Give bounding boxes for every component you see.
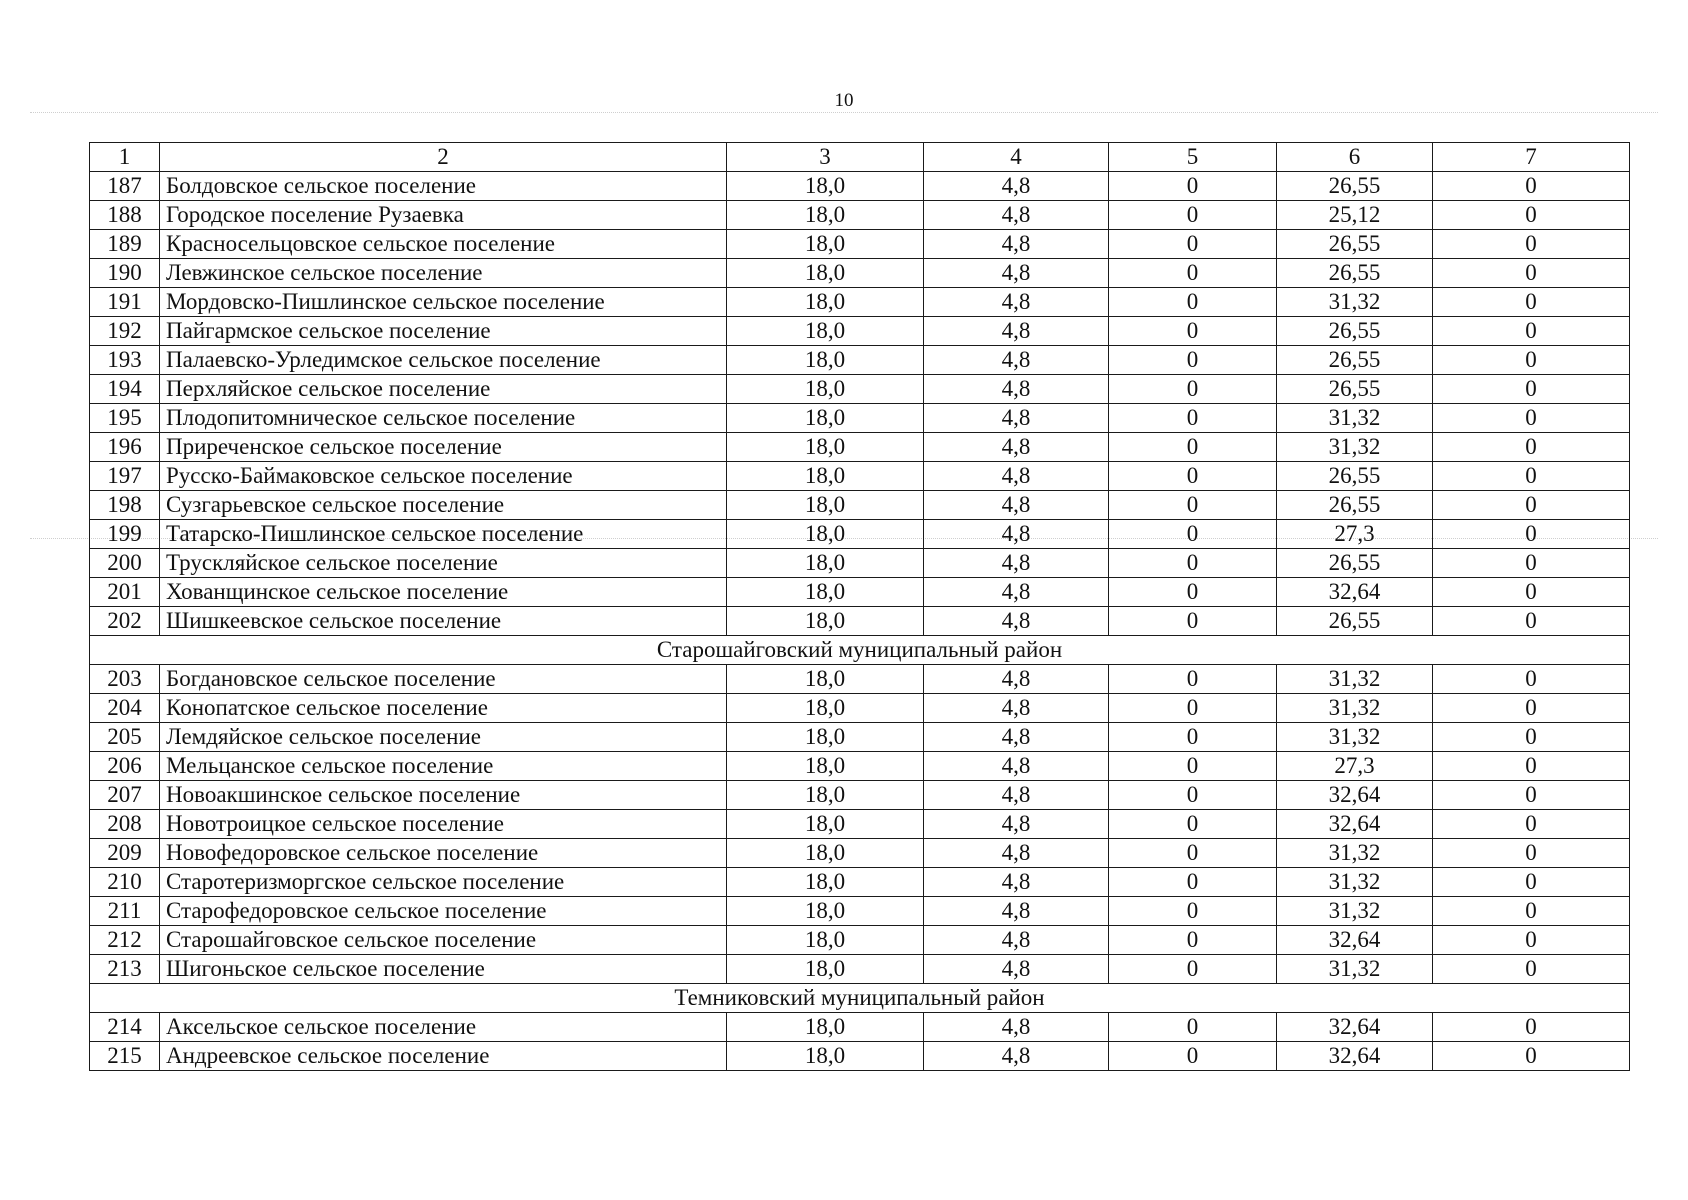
column-5-cell: 0 xyxy=(1109,288,1277,317)
row-number-cell: 193 xyxy=(90,346,160,375)
column-3-cell: 18,0 xyxy=(727,868,924,897)
row-number-cell: 204 xyxy=(90,694,160,723)
row-number-cell: 215 xyxy=(90,1042,160,1071)
column-6-cell: 31,32 xyxy=(1277,723,1433,752)
column-6-cell: 31,32 xyxy=(1277,955,1433,984)
settlement-name-cell: Андреевское сельское поселение xyxy=(160,1042,727,1071)
column-4-cell: 4,8 xyxy=(924,491,1109,520)
column-4-cell: 4,8 xyxy=(924,201,1109,230)
settlement-name-cell: Трускляйское сельское поселение xyxy=(160,549,727,578)
column-4-cell: 4,8 xyxy=(924,520,1109,549)
scan-artifact-line-top xyxy=(30,112,1658,113)
table-row xyxy=(90,259,1630,288)
column-7-cell: 0 xyxy=(1433,201,1630,230)
table-row xyxy=(90,346,1630,375)
column-6-cell: 26,55 xyxy=(1277,230,1433,259)
row-number-cell: 196 xyxy=(90,433,160,462)
column-3-cell: 18,0 xyxy=(727,897,924,926)
column-7-cell: 0 xyxy=(1433,607,1630,636)
table-row xyxy=(90,288,1630,317)
settlement-name-cell: Хованщинское сельское поселение xyxy=(160,578,727,607)
column-5-cell: 0 xyxy=(1109,259,1277,288)
column-4-cell: 4,8 xyxy=(924,665,1109,694)
column-6-cell: 31,32 xyxy=(1277,404,1433,433)
column-4-cell: 4,8 xyxy=(924,375,1109,404)
table-row xyxy=(90,317,1630,346)
settlement-name-cell: Пайгармское сельское поселение xyxy=(160,317,727,346)
column-7-cell: 0 xyxy=(1433,955,1630,984)
column-5-cell: 0 xyxy=(1109,375,1277,404)
column-7-cell: 0 xyxy=(1433,1013,1630,1042)
column-5-cell: 0 xyxy=(1109,201,1277,230)
settlement-name-cell: Приреченское сельское поселение xyxy=(160,433,727,462)
column-7-cell: 0 xyxy=(1433,259,1630,288)
column-6-cell: 32,64 xyxy=(1277,578,1433,607)
column-7-cell: 0 xyxy=(1433,346,1630,375)
column-6-cell: 31,32 xyxy=(1277,694,1433,723)
column-4-cell: 4,8 xyxy=(924,868,1109,897)
column-5-cell: 0 xyxy=(1109,491,1277,520)
column-5-cell: 0 xyxy=(1109,694,1277,723)
row-number-cell: 194 xyxy=(90,375,160,404)
row-number-cell: 212 xyxy=(90,926,160,955)
settlement-name-cell: Новотроицкое сельское поселение xyxy=(160,810,727,839)
column-5-cell: 0 xyxy=(1109,723,1277,752)
column-3-cell: 18,0 xyxy=(727,520,924,549)
column-5-cell: 0 xyxy=(1109,578,1277,607)
column-6-cell: 32,64 xyxy=(1277,1042,1433,1071)
column-7-cell: 0 xyxy=(1433,317,1630,346)
row-number-cell: 203 xyxy=(90,665,160,694)
column-5-cell: 0 xyxy=(1109,230,1277,259)
column-7-cell: 0 xyxy=(1433,375,1630,404)
column-5-cell: 0 xyxy=(1109,897,1277,926)
column-3-cell: 18,0 xyxy=(727,346,924,375)
column-6-cell: 32,64 xyxy=(1277,781,1433,810)
column-4-cell: 4,8 xyxy=(924,578,1109,607)
column-7-cell: 0 xyxy=(1433,752,1630,781)
column-5-cell: 0 xyxy=(1109,607,1277,636)
column-3-cell: 18,0 xyxy=(727,578,924,607)
settlement-name-cell: Плодопитомническое сельское поселение xyxy=(160,404,727,433)
column-3-cell: 18,0 xyxy=(727,375,924,404)
row-number-cell: 195 xyxy=(90,404,160,433)
settlement-name-cell: Перхляйское сельское поселение xyxy=(160,375,727,404)
column-4-cell: 4,8 xyxy=(924,1013,1109,1042)
section-header-row xyxy=(90,984,1630,1013)
row-number-cell: 213 xyxy=(90,955,160,984)
column-5-cell: 0 xyxy=(1109,549,1277,578)
column-3-cell: 18,0 xyxy=(727,723,924,752)
settlement-name-cell: Новоакшинское сельское поселение xyxy=(160,781,727,810)
column-7-cell: 0 xyxy=(1433,549,1630,578)
column-5-cell: 0 xyxy=(1109,955,1277,984)
row-number-cell: 209 xyxy=(90,839,160,868)
settlement-name-cell: Старофедоровское сельское поселение xyxy=(160,897,727,926)
settlement-name-cell: Левжинское сельское поселение xyxy=(160,259,727,288)
column-5-cell: 0 xyxy=(1109,520,1277,549)
settlement-name-cell: Сузгарьевское сельское поселение xyxy=(160,491,727,520)
column-7-cell: 0 xyxy=(1433,868,1630,897)
settlement-name-cell: Старотеризморгское сельское поселение xyxy=(160,868,727,897)
table-row xyxy=(90,694,1630,723)
settlement-name-cell: Болдовское сельское поселение xyxy=(160,172,727,201)
table-row xyxy=(90,1042,1630,1071)
column-7-cell: 0 xyxy=(1433,839,1630,868)
row-number-cell: 206 xyxy=(90,752,160,781)
column-7-cell: 0 xyxy=(1433,926,1630,955)
column-4-cell: 4,8 xyxy=(924,230,1109,259)
column-5-cell: 0 xyxy=(1109,868,1277,897)
settlement-name-cell: Мордовско-Пишлинское сельское поселение xyxy=(160,288,727,317)
column-3-cell: 18,0 xyxy=(727,230,924,259)
column-6-cell: 26,55 xyxy=(1277,462,1433,491)
table-row xyxy=(90,375,1630,404)
header-cell-1: 1 xyxy=(90,143,160,172)
settlement-name-cell: Красносельцовское сельское поселение xyxy=(160,230,727,259)
column-6-cell: 25,12 xyxy=(1277,201,1433,230)
column-7-cell: 0 xyxy=(1433,230,1630,259)
column-4-cell: 4,8 xyxy=(924,781,1109,810)
column-6-cell: 32,64 xyxy=(1277,810,1433,839)
column-3-cell: 18,0 xyxy=(727,694,924,723)
row-number-cell: 189 xyxy=(90,230,160,259)
settlement-name-cell: Городское поселение Рузаевка xyxy=(160,201,727,230)
column-3-cell: 18,0 xyxy=(727,317,924,346)
column-4-cell: 4,8 xyxy=(924,723,1109,752)
row-number-cell: 207 xyxy=(90,781,160,810)
table-row xyxy=(90,462,1630,491)
section-title: Темниковский муниципальный район xyxy=(90,984,1630,1013)
column-7-cell: 0 xyxy=(1433,462,1630,491)
column-6-cell: 26,55 xyxy=(1277,607,1433,636)
row-number-cell: 214 xyxy=(90,1013,160,1042)
column-4-cell: 4,8 xyxy=(924,752,1109,781)
column-7-cell: 0 xyxy=(1433,491,1630,520)
row-number-cell: 205 xyxy=(90,723,160,752)
settlement-name-cell: Шигоньское сельское поселение xyxy=(160,955,727,984)
table-row xyxy=(90,665,1630,694)
row-number-cell: 188 xyxy=(90,201,160,230)
table-row xyxy=(90,1013,1630,1042)
column-7-cell: 0 xyxy=(1433,404,1630,433)
column-7-cell: 0 xyxy=(1433,1042,1630,1071)
settlement-name-cell: Мельцанское сельское поселение xyxy=(160,752,727,781)
column-3-cell: 18,0 xyxy=(727,839,924,868)
row-number-cell: 202 xyxy=(90,607,160,636)
column-3-cell: 18,0 xyxy=(727,752,924,781)
column-7-cell: 0 xyxy=(1433,288,1630,317)
column-4-cell: 4,8 xyxy=(924,607,1109,636)
table-row xyxy=(90,578,1630,607)
table-header-row xyxy=(90,143,1630,172)
column-4-cell: 4,8 xyxy=(924,955,1109,984)
column-5-cell: 0 xyxy=(1109,752,1277,781)
row-number-cell: 191 xyxy=(90,288,160,317)
table-row xyxy=(90,868,1630,897)
data-table xyxy=(89,142,1630,1071)
header-cell-7: 7 xyxy=(1433,143,1630,172)
column-6-cell: 27,3 xyxy=(1277,520,1433,549)
table-body xyxy=(90,143,1630,1071)
table-row xyxy=(90,810,1630,839)
column-6-cell: 31,32 xyxy=(1277,288,1433,317)
column-3-cell: 18,0 xyxy=(727,810,924,839)
table-row xyxy=(90,926,1630,955)
settlement-name-cell: Аксельское сельское поселение xyxy=(160,1013,727,1042)
column-4-cell: 4,8 xyxy=(924,259,1109,288)
row-number-cell: 210 xyxy=(90,868,160,897)
table-row xyxy=(90,839,1630,868)
column-4-cell: 4,8 xyxy=(924,549,1109,578)
header-cell-3: 3 xyxy=(727,143,924,172)
table-row xyxy=(90,752,1630,781)
settlement-name-cell: Татарско-Пишлинское сельское поселение xyxy=(160,520,727,549)
row-number-cell: 199 xyxy=(90,520,160,549)
column-7-cell: 0 xyxy=(1433,781,1630,810)
column-5-cell: 0 xyxy=(1109,172,1277,201)
column-4-cell: 4,8 xyxy=(924,694,1109,723)
column-7-cell: 0 xyxy=(1433,520,1630,549)
column-4-cell: 4,8 xyxy=(924,346,1109,375)
column-4-cell: 4,8 xyxy=(924,317,1109,346)
section-header-row xyxy=(90,636,1630,665)
row-number-cell: 201 xyxy=(90,578,160,607)
column-3-cell: 18,0 xyxy=(727,607,924,636)
header-cell-5: 5 xyxy=(1109,143,1277,172)
settlement-name-cell: Конопатское сельское поселение xyxy=(160,694,727,723)
table-row xyxy=(90,781,1630,810)
column-5-cell: 0 xyxy=(1109,462,1277,491)
column-3-cell: 18,0 xyxy=(727,172,924,201)
column-5-cell: 0 xyxy=(1109,665,1277,694)
table-row xyxy=(90,955,1630,984)
page-number: 10 xyxy=(834,90,854,111)
column-3-cell: 18,0 xyxy=(727,259,924,288)
column-6-cell: 32,64 xyxy=(1277,1013,1433,1042)
table-row xyxy=(90,201,1630,230)
table-row xyxy=(90,723,1630,752)
row-number-cell: 211 xyxy=(90,897,160,926)
column-3-cell: 18,0 xyxy=(727,288,924,317)
column-5-cell: 0 xyxy=(1109,346,1277,375)
header-cell-2: 2 xyxy=(160,143,727,172)
column-7-cell: 0 xyxy=(1433,578,1630,607)
row-number-cell: 190 xyxy=(90,259,160,288)
row-number-cell: 192 xyxy=(90,317,160,346)
settlement-name-cell: Русско-Баймаковское сельское поселение xyxy=(160,462,727,491)
column-3-cell: 18,0 xyxy=(727,1042,924,1071)
column-6-cell: 26,55 xyxy=(1277,549,1433,578)
column-7-cell: 0 xyxy=(1433,723,1630,752)
column-4-cell: 4,8 xyxy=(924,288,1109,317)
column-4-cell: 4,8 xyxy=(924,433,1109,462)
column-5-cell: 0 xyxy=(1109,781,1277,810)
row-number-cell: 197 xyxy=(90,462,160,491)
column-7-cell: 0 xyxy=(1433,172,1630,201)
column-4-cell: 4,8 xyxy=(924,926,1109,955)
column-3-cell: 18,0 xyxy=(727,201,924,230)
column-7-cell: 0 xyxy=(1433,810,1630,839)
column-3-cell: 18,0 xyxy=(727,491,924,520)
column-5-cell: 0 xyxy=(1109,317,1277,346)
column-4-cell: 4,8 xyxy=(924,810,1109,839)
column-6-cell: 26,55 xyxy=(1277,491,1433,520)
row-number-cell: 208 xyxy=(90,810,160,839)
column-3-cell: 18,0 xyxy=(727,462,924,491)
column-6-cell: 31,32 xyxy=(1277,868,1433,897)
column-7-cell: 0 xyxy=(1433,665,1630,694)
column-4-cell: 4,8 xyxy=(924,404,1109,433)
column-4-cell: 4,8 xyxy=(924,172,1109,201)
column-6-cell: 26,55 xyxy=(1277,317,1433,346)
settlement-name-cell: Богдановское сельское поселение xyxy=(160,665,727,694)
column-6-cell: 31,32 xyxy=(1277,897,1433,926)
column-7-cell: 0 xyxy=(1433,897,1630,926)
column-6-cell: 26,55 xyxy=(1277,375,1433,404)
table-row xyxy=(90,897,1630,926)
table-row xyxy=(90,230,1630,259)
column-6-cell: 26,55 xyxy=(1277,172,1433,201)
column-4-cell: 4,8 xyxy=(924,1042,1109,1071)
settlement-name-cell: Палаевско-Урледимское сельское поселение xyxy=(160,346,727,375)
column-5-cell: 0 xyxy=(1109,433,1277,462)
column-4-cell: 4,8 xyxy=(924,839,1109,868)
table-row xyxy=(90,607,1630,636)
table-row xyxy=(90,172,1630,201)
column-6-cell: 26,55 xyxy=(1277,346,1433,375)
column-6-cell: 26,55 xyxy=(1277,259,1433,288)
column-6-cell: 32,64 xyxy=(1277,926,1433,955)
column-6-cell: 31,32 xyxy=(1277,665,1433,694)
column-3-cell: 18,0 xyxy=(727,404,924,433)
column-6-cell: 27,3 xyxy=(1277,752,1433,781)
column-5-cell: 0 xyxy=(1109,926,1277,955)
column-3-cell: 18,0 xyxy=(727,1013,924,1042)
table-row xyxy=(90,491,1630,520)
column-7-cell: 0 xyxy=(1433,694,1630,723)
column-3-cell: 18,0 xyxy=(727,955,924,984)
column-3-cell: 18,0 xyxy=(727,926,924,955)
table-row xyxy=(90,549,1630,578)
settlement-name-cell: Старошайговское сельское поселение xyxy=(160,926,727,955)
column-5-cell: 0 xyxy=(1109,1013,1277,1042)
column-3-cell: 18,0 xyxy=(727,781,924,810)
table-row xyxy=(90,520,1630,549)
column-4-cell: 4,8 xyxy=(924,897,1109,926)
row-number-cell: 198 xyxy=(90,491,160,520)
column-3-cell: 18,0 xyxy=(727,549,924,578)
column-3-cell: 18,0 xyxy=(727,665,924,694)
column-5-cell: 0 xyxy=(1109,810,1277,839)
column-3-cell: 18,0 xyxy=(727,433,924,462)
column-6-cell: 31,32 xyxy=(1277,433,1433,462)
column-7-cell: 0 xyxy=(1433,433,1630,462)
table-row xyxy=(90,404,1630,433)
settlement-name-cell: Шишкеевское сельское поселение xyxy=(160,607,727,636)
row-number-cell: 187 xyxy=(90,172,160,201)
table-row xyxy=(90,433,1630,462)
section-title: Старошайговский муниципальный район xyxy=(90,636,1630,665)
column-5-cell: 0 xyxy=(1109,1042,1277,1071)
row-number-cell: 200 xyxy=(90,549,160,578)
column-5-cell: 0 xyxy=(1109,839,1277,868)
header-cell-4: 4 xyxy=(924,143,1109,172)
column-4-cell: 4,8 xyxy=(924,462,1109,491)
column-5-cell: 0 xyxy=(1109,404,1277,433)
column-6-cell: 31,32 xyxy=(1277,839,1433,868)
settlement-name-cell: Лемдяйское сельское поселение xyxy=(160,723,727,752)
settlement-name-cell: Новофедоровское сельское поселение xyxy=(160,839,727,868)
header-cell-6: 6 xyxy=(1277,143,1433,172)
